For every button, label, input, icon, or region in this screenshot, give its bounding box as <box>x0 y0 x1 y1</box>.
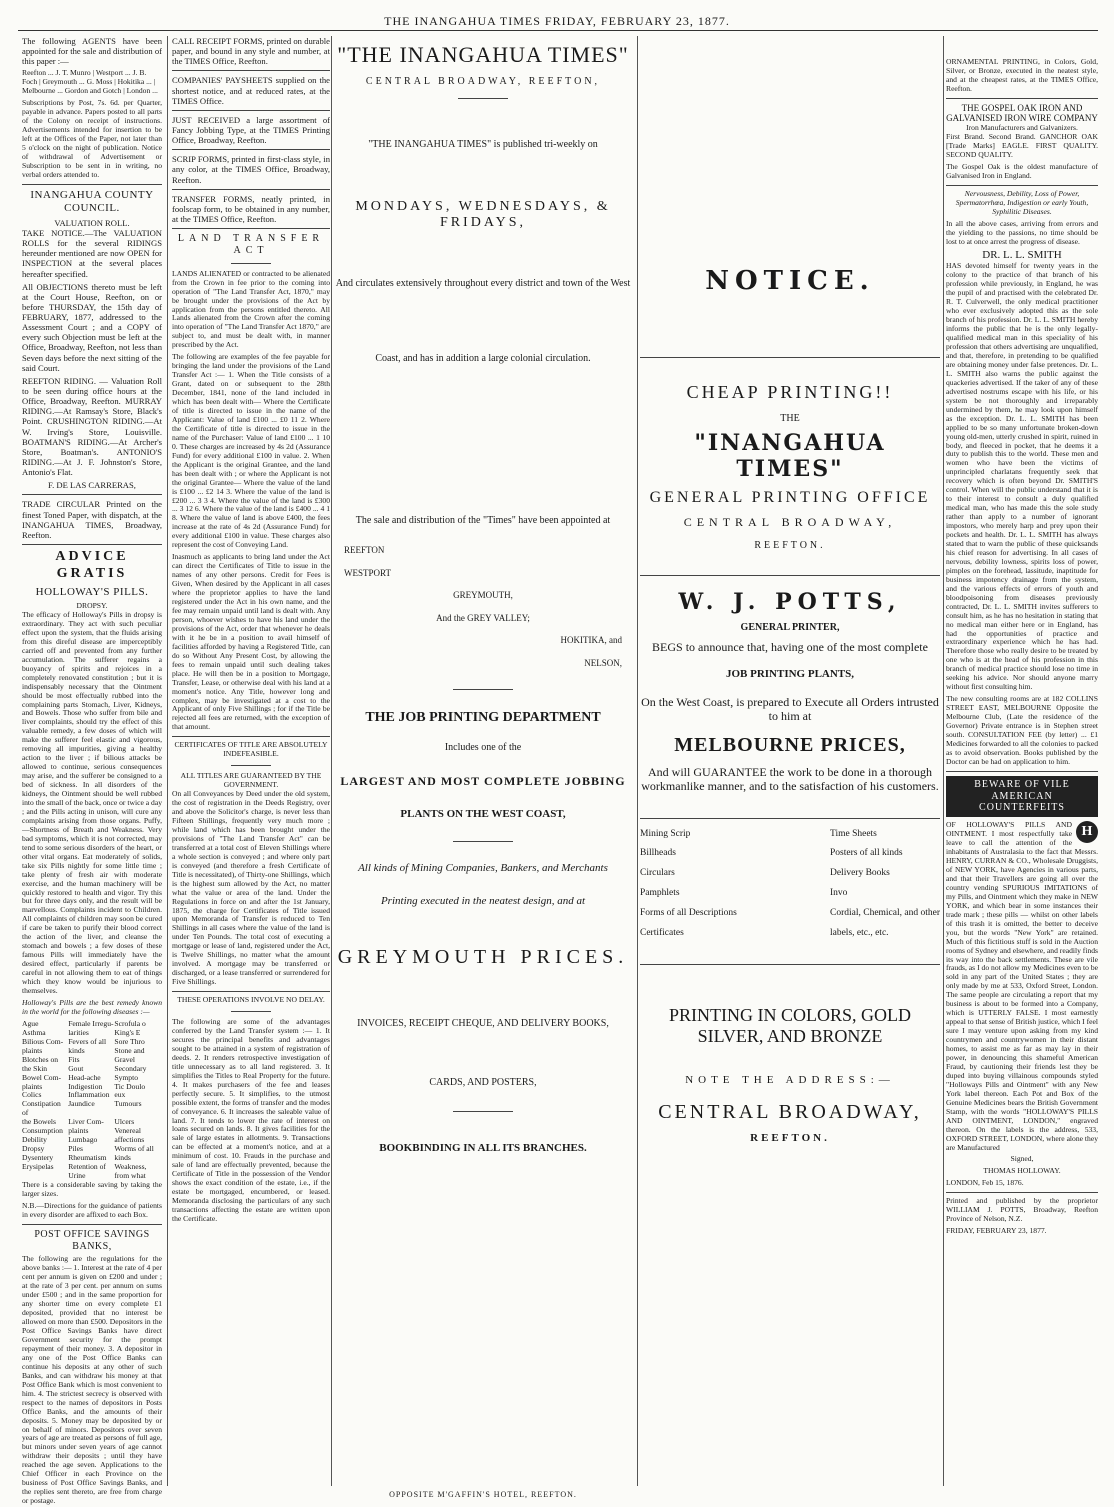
printing-services-list <box>640 825 940 945</box>
disease-item: Venereal <box>114 1126 141 1136</box>
diseases-list <box>22 1020 162 1181</box>
divider <box>172 736 330 737</box>
scrip-forms-ad: SCRIP FORMS, printed in first-class style, in any color, at the TIMES Office, Broadway, Reefton. <box>172 154 330 185</box>
towns-list <box>330 545 636 669</box>
divider <box>946 98 1098 99</box>
job-printing-plants: JOB PRINTING PLANTS, <box>725 668 855 681</box>
consulting-rooms: The new consulting rooms are at 182 COLLINS STREET EAST, MELBOURNE Opposite the Melbourne Club, (Late the residence of the Governor) Private entrance is in Stephen street south. CONSULTATION FEE (by letter) ... £1 Medicines forwarded to all the colonies to packed as to avoid observation. Books published by the Doctor can be had on application to him. <box>946 694 1098 766</box>
services-left <box>640 825 737 945</box>
disease-item: Lumbago <box>68 1135 98 1145</box>
note-address: NOTE THE ADDRESS:— <box>685 1073 895 1086</box>
colors-gold-text: PRINTING IN COLORS, GOLD SILVER, AND BRONZE <box>669 1005 911 1047</box>
signature: F. DE LAS CARRERAS, <box>48 480 136 491</box>
disease-item: King's E <box>114 1027 141 1037</box>
published-text: "THE INANGAHUA TIMES" is published tri-weekly on <box>368 138 598 150</box>
divider <box>640 964 940 965</box>
valuation-notice: TAKE NOTICE.—The VALUATION ROLLS for the several RIDINGS hereunder mentioned are now OPEN for INSPECTION at the several places hereafter specified. <box>22 227 162 279</box>
jobbing-type-ad: JUST RECEIVED a large assortment of Fancy Jobbing Type, at the TIMES Printing Office, Broadway, Reefton. <box>172 114 330 146</box>
column-5 <box>946 36 1098 1239</box>
signed-label: Signed, <box>1010 1154 1034 1164</box>
disease-item: larities <box>68 1027 89 1037</box>
column-4 <box>640 36 940 1145</box>
call-receipt-ad: CALL RECEIPT FORMS, printed on durable paper, and bound in any style and number, at the TIMES Office, Reefton. <box>172 36 330 67</box>
gospel-oak-sub: Iron Manufacturers and Galvanizers. <box>966 123 1078 133</box>
lands-alienated-text: LANDS ALIENATED or contracted to be alienated from the Crown in fee prior to the coming into operation of "The Land Transfer Act, 1870," may be brought under the provisions of the Act by application from the persons entitled thereto. All Lands alienated from the Crown after the coming into operation of "The Land Transfer Act 1870," are subject to, and must be dealt with, in manner prescribed by the Act. <box>172 268 330 350</box>
masthead: THE INANGAHUA TIMES FRIDAY, FEBRUARY 23, 1877. <box>384 14 730 28</box>
objections-text: All OBJECTIONS thereto must be left at the Court House, Reefton, on or before THURSDAY, the 15th day of FEBRUARY, 1877, addressed to the Assessment Court ; and a COPY of every such Objection must be left at the Office, Broadway, Reefton, not less than Seven days before the next sitting of the said Court. <box>22 281 162 373</box>
divider <box>946 771 1098 772</box>
disease-item: Fevers of all <box>68 1036 107 1046</box>
inangahua-times-ornate: "INANGAHUA TIMES" <box>694 429 886 482</box>
dr-smith-body: HAS devoted himself for twenty years in the colony to the practice of that branch of his profession while previously, in England, he was the pupil of and practised with the celebrated Dr. R. T. Culverwell, the only medical practitioner who ever exclusively adopted this as the sole branch of his profession. Dr. L. L. SMITH hereby informs the public that he is the only legally-qualified medical man in this speciality of his profession that others advertising are unqualified, and that, therefore, in pretending to be qualified are obtaining money under false pretences. Dr. L. L. SMITH also warns the public against the quackeries advertised. If the taker of any of these advertised nostrums escape with his life, or his system be not thoroughly and irreparably undermined by them, he may look upon himself as the exception. Dr. L. L. SMITH has been applied to be so many unfortunate broken-down young old-men, utterly crushed in spirit, ruined in body, and fleeced in pocket, that he deems it a duty to publish this to the world. These men and women who have been the victims of unprincipled charlatans frequently seek that recovery which is often beyond Dr. SMITH'S control. When will the public understand that it is to their interest to consult a duly qualified medical man, who has made this the sole study rather than apply to a number of ignorant impostors, who merely harp and prey upon their pockets and health. Dr. L. L. SMITH has always stated that to warn the public of these quicksands his chief reason for advertising. In all cases of nervous, debility lowness, spirits loss of power, pimples on the forehead, lassitude, inaptitude for business impotency drainage from the system, and the various effects of errors of youth and bloodpoisoning from diseases previously contracted, Dr. L. L. SMITH invites sufferers to consult him, as he has no hesitation in stating that no medical man either here or in England, has had the opportunities of practice and extraordinary experience which he has had. Therefore those who really desire to be treated by one who is at the head of his profession in this branch of medical practice should lose no time in seeking his advice. Nor should anyone marry without first consulting him. <box>946 261 1098 692</box>
disease-item: Urine <box>68 1171 86 1181</box>
agents-list: Reefton ... J. T. Munro | Westport ... J. B. Foch | Greymouth ... G. Moss | Hokitika ... | Melbourne ... Gordon and Gotch | London ... <box>22 68 158 96</box>
service-item: Pamphlets <box>640 888 680 899</box>
nb-note: N.B.—Directions for the guidance of patients in every disorder are affixed to each Box. <box>22 1200 162 1219</box>
divider <box>946 1192 1098 1193</box>
divider <box>172 110 330 111</box>
holloway-seal-icon: H <box>1076 821 1098 843</box>
no-delay-heading: THESE OPERATIONS INVOLVE NO DELAY. <box>177 995 325 1005</box>
divider <box>640 357 940 358</box>
land-transfer-heading: LAND TRANSFER ACT <box>177 233 325 256</box>
disease-item: Gout <box>68 1063 84 1073</box>
begs-text: BEGS to announce that, having one of the most complete <box>652 640 928 655</box>
disease-item: the Skin <box>22 1063 48 1073</box>
service-item: Posters of all kinds <box>829 848 903 859</box>
advantages-text: The following are some of the advantages conferred by the Land Transfer system :— 1. It secures the principal benefits and advantages sought to be attained in a system of registration of deeds. 2. It renders retrospective investigation of title unnecessary as to all land registered. 3. It simplifies the Titles to Real Property for the future. 4. It makes purchasers of the fee and leases perfectly secure. 5. It simplifies, to the utmost possible extent, the forms of transfer and the modes of conveyance. 6. It increases the saleable value of land. 7. It tends to lower the rate of interest on loans secured on lands. 8. It gives facilities for the sale of large estates in allotments. 9. Transactions can be effected at a moment's notice, and at a minimum of cost. 10. Frauds in the purchase and sale of land are effectually prevented, because the Certificate of Title in the possession of the Vendor shows the exact condition of the estate, i.e., if the estate be mortgaged, encumbered, or leased. Memoranda disclosing the particulars of any such transactions affecting the estate are written upon the Certificate. <box>172 1017 330 1224</box>
town-item: WESTPORT <box>344 567 391 578</box>
column-2 <box>172 36 330 1227</box>
circulation-text: And circulates extensively throughout every district and town of the West <box>335 277 631 289</box>
divider <box>453 689 513 690</box>
disease-item: Scrofula o <box>114 1018 146 1028</box>
service-item: Invo <box>829 888 848 899</box>
times-title: "THE INANGAHUA TIMES" <box>337 42 629 67</box>
short-rule <box>231 765 271 766</box>
best-remedy-text: Holloway's Pills are the best remedy known in the world for the following diseases :— <box>22 997 162 1016</box>
disease-item: Consumption <box>22 1126 63 1136</box>
paysheets-ad: COMPANIES' PAYSHEETS supplied on the shortest notice, and at reduced rates, at the TIMES Office. <box>172 75 330 106</box>
disease-item: kinds <box>68 1045 85 1055</box>
notice-heading: NOTICE. <box>705 266 875 296</box>
masthead-rule <box>18 30 1098 31</box>
disease-item: Weakness, <box>114 1162 147 1172</box>
disease-item: Worms of all <box>114 1144 154 1154</box>
includes-text: Includes one of the <box>444 742 522 754</box>
gospel-oldest: The Gospel Oak is the oldest manufacture of Galvanised Iron in England. <box>946 161 1098 180</box>
guarantee-text: And will GUARANTEE the work to be done in a thorough workmanlike manner, and to the satisfaction of his customers. <box>641 765 939 794</box>
service-item: Cordial, Chemical, and other <box>829 908 940 919</box>
potts-name: W. J. POTTS, <box>678 589 902 616</box>
service-item: Forms of all Descriptions <box>640 908 737 919</box>
reefton-footer: REEFTON. <box>750 1132 830 1145</box>
disease-item: Fits <box>68 1054 80 1064</box>
disease-item: Colics <box>22 1090 42 1100</box>
agents-intro: The following AGENTS have been appointed for the sale and distribution of this paper :— <box>22 36 162 67</box>
service-item: Mining Scrip <box>640 828 691 839</box>
town-item: NELSON, <box>584 658 622 669</box>
disease-item: Tumours <box>114 1099 142 1109</box>
general-printing-office: GENERAL PRINTING OFFICE <box>649 488 931 506</box>
holloway-name: THOMAS HOLLOWAY. <box>983 1166 1061 1176</box>
reefton-label: REEFTON. <box>754 539 826 551</box>
the-label: THE <box>780 412 800 424</box>
divider <box>640 575 940 576</box>
west-coast-orders: On the West Coast, is prepared to Execute all Orders intrusted to him at <box>641 695 939 724</box>
disease-item: Retention of <box>68 1162 106 1172</box>
town-item: REEFTON <box>344 544 385 555</box>
counterfeits-line: AMERICAN COUNTERFEITS <box>979 790 1065 814</box>
disease-item: Debility <box>22 1135 47 1145</box>
central-broadway-large: CENTRAL BROADWAY, <box>658 1100 922 1123</box>
divider <box>172 991 330 992</box>
trade-circular-ad: TRADE CIRCULAR Printed on the finest Toned Paper, with dispatch, at the INANGAHUA TIMES, Broadway, Reefton. <box>22 499 162 540</box>
holloway-date: LONDON, Feb 15, 1876. <box>946 1178 1024 1188</box>
disease-item: Rheumatism <box>68 1153 107 1163</box>
services-right <box>830 825 940 945</box>
coast-text: Coast, and has in addition a large colonial circulation. <box>375 353 591 365</box>
times-address: CENTRAL BROADWAY, REEFTON, <box>365 75 601 87</box>
disease-item: Gravel <box>114 1054 136 1064</box>
divider <box>22 1224 162 1225</box>
subscription-notice: Subscriptions by Post, 7s. 6d. per Quarter, payable in advance. Papers posted to all parts of the Colony on receipt of instructions. Advertisements intended for insertion to be left at the Offices of the Paper, not later than 5 o'clock on the night of publication. Notice of withdrawal of Advertisement or Subscription to be sent in in writing, no verbal orders attended to. <box>22 98 162 179</box>
column-1 <box>22 36 162 1509</box>
disease-item: affections <box>114 1135 145 1145</box>
bookbinding-text: BOOKBINDING IN ALL ITS BRANCHES. <box>379 1142 587 1155</box>
disease-item: Indigestion <box>68 1081 103 1091</box>
disease-item: Ulcers <box>114 1117 135 1127</box>
disease-item: Bowel Com- <box>22 1072 62 1082</box>
guaranteed-heading: ALL TITLES ARE GUARANTEED BY THE GOVERNMENT. <box>180 771 322 790</box>
fee-examples-text: The following are examples of the fee payable for bringing the land under the provisions of the Land Transfer Act :— 1. When the Title consists of a Grant, dated on or subsequent to the 28th December, 1841, none of the land included in which has been dealt with— Where the Certificate of title is directed to issue in the name of the Applicant: Value of land £100 ... £0 11 2. Where the Certificate of title is directed to issue in the name of the Purchaser: Value of land £100 ... 1 10 0. These charges are increased by 4s 2d (Assurance Fund) for every additional £100 in value. 2. When the Applicant is the original Grantee, and the land has been dealt with ; or where the Applicant is not the original Grantee— Where the value of the land is £100 ... £2 14 3. Where the value of the land is £200 ... 3 3 4. Where the value of the land is £300 ... 3 12 6. Where the value of the land is £400 ... 4 1 8. Where the value of land is above £400, the fees increase at the rate of 4s 2d (Assurance Fund) for every additional £100 in value. These charges also represent the cost of Conveying Land. <box>172 352 330 550</box>
service-item: Certificates <box>640 928 684 939</box>
divider <box>946 185 1098 186</box>
divider <box>172 70 330 71</box>
gospel-oak-heading: THE GOSPEL OAK IRON AND GALVANISED IRON WIRE COMPANY <box>946 102 1098 124</box>
general-printer: GENERAL PRINTER, <box>740 622 840 634</box>
divider <box>172 189 330 190</box>
sale-text: The sale and distribution of the "Times" have been appointed at <box>355 515 611 527</box>
beware-banner <box>946 776 1098 817</box>
service-item: Circulars <box>640 868 675 879</box>
disease-item: Sympto <box>114 1072 139 1082</box>
conveyance-text: On all Conveyances by Deed under the old system, the cost of registration in the Deeds Registry, over and above the Solicitor's charge, is never less than Fifteen Shillings, frequently very much more ; while land which has been brought under the provisions of "The Land Transfer Act" can be transferred at a total cost of Eleven Shillings where a whole section is conveyed ; and where only part is conveyed (and therefore a fresh Certificate of Title is necessitated), of Thirty-one Shillings, which is the highest sum allowed by the Act, no matter what the value or area of the land. Under the Regulations in force on and after the 1st January, 1875, the charge for Certificates of Title issued upon Memoranda of Transfer is reduced to Ten Shillings in all cases where the value of the land is under Ten Pounds. The total cost of executing a mortgage or lease of land, registered under the Act, is Twelve Shillings, no matter what the amount involved. A mortgage may be transferred or discharged, or a lease transferred or surrendered for Five Shillings. <box>172 789 330 987</box>
disease-item: eux <box>114 1090 126 1100</box>
divider <box>22 184 162 185</box>
melbourne-prices: MELBOURNE PRICES, <box>674 733 906 756</box>
disease-item: Blotches on <box>22 1054 59 1064</box>
divider <box>453 1111 513 1112</box>
ornamental-printing-ad: ORNAMENTAL PRINTING, in Colors, Gold, Silver, or Bronze, executed in the neatest style, and at the cheapest rates, at the TIMES Office, Reefton. <box>946 57 1098 93</box>
column-divider <box>167 36 168 1486</box>
imprint: Printed and published by the proprietor WILLIAM J. POTTS, Broadway, Reefton Province of Nelson, N.Z. <box>946 1196 1098 1224</box>
cards-posters-text: CARDS, AND POSTERS, <box>429 1077 537 1089</box>
disease-item: Secondary <box>114 1063 147 1073</box>
neatest-design-text: Printing executed in the neatest design, and at <box>380 895 586 908</box>
disease-item: kinds <box>114 1153 131 1163</box>
column-3 <box>330 36 636 1155</box>
disease-item: Piles <box>68 1144 83 1154</box>
short-rule <box>231 263 271 264</box>
disease-item: Tic Doulo <box>114 1081 146 1091</box>
imprint-date: FRIDAY, FEBRUARY 23, 1877. <box>946 1226 1047 1236</box>
divider <box>172 149 330 150</box>
disease-item: Constipation of <box>22 1099 61 1118</box>
service-item: Billheads <box>640 848 676 859</box>
column-divider <box>637 36 638 1486</box>
divider <box>172 228 330 229</box>
central-broadway: CENTRAL BROADWAY, <box>683 515 897 530</box>
nervousness-heading: Nervousness, Debility, Loss of Power, Spermatorrhœa, Indigestion or early Youth, Syphilitic Diseases. <box>955 188 1089 216</box>
greymouth-prices: GREYMOUTH PRICES. <box>337 946 629 968</box>
disease-item: Ague <box>22 1018 39 1028</box>
short-rule <box>231 1011 271 1012</box>
column-divider <box>943 36 944 1486</box>
divider <box>22 544 162 545</box>
divider <box>640 818 940 819</box>
cheap-printing: CHEAP PRINTING!! <box>686 381 894 402</box>
service-item: Time Sheets <box>829 828 877 839</box>
footer-address: OPPOSITE M'GAFFIN'S HOTEL, REEFTON. <box>389 1490 577 1499</box>
service-item: Delivery Books <box>829 868 890 879</box>
nervousness-text: In all the above cases, arriving from errors and the yielding to the passions, no time should be lost to at once arrest the progress of disease. <box>946 218 1098 246</box>
disease-item: Erysipelas <box>22 1162 54 1172</box>
largest-plants-text: LARGEST AND MOST COMPLETE JOBBING <box>340 773 626 788</box>
beware-line: BEWARE OF VILE <box>974 778 1070 790</box>
disease-item: plaints <box>22 1081 43 1091</box>
disease-item: Head-ache <box>68 1072 101 1082</box>
disease-item: from what <box>114 1171 146 1181</box>
disease-item: the Bowels <box>22 1117 56 1127</box>
short-rule <box>458 98 508 99</box>
disease-item: plaints <box>68 1126 89 1136</box>
disease-item: plaints <box>22 1045 43 1055</box>
disease-item: Sore Thro <box>114 1036 145 1046</box>
service-item: labels, etc., etc. <box>829 928 889 939</box>
west-coast-plants: PLANTS ON THE WEST COAST, <box>400 808 566 821</box>
disease-item: Female Irregu- <box>68 1018 114 1028</box>
post-office-heading: POST OFFICE SAVINGS BANKS, <box>34 1228 150 1252</box>
disease-item: Jaundice <box>68 1099 95 1109</box>
advice-gratis-heading: ADVICE GRATIS <box>55 549 129 581</box>
disease-item: Asthma <box>22 1027 46 1037</box>
disease-item: Dysentery <box>22 1153 54 1163</box>
gospel-brands: First Brand. Second Brand. GANCHOR OAK [Trade Marks] EAGLE. FIRST QUALITY. SECOND QUALITY. <box>946 131 1098 159</box>
holloway-warning: H OF HOLLOWAY'S PILLS AND OINTMENT. I most respectfully take leave to call the attention of the inhabitants of Australasia to the fact that Messrs. HENRY, CURRAN & CO., Wholesale Druggists, of NEW YORK, have Agencies in various parts, and that their Travellers are going all over the country vending SPURIOUS IMITATIONS of my Pills, and Ointment which they make in NEW YORK, and which bear in some instances their trade mark ; these pills — whilst on other labels of this trash it is omitted, the better to deceive you, but the words "New York" are retained. Much of this fictitious stuff is sold in the Auction rooms of Sydney and elsewhere, and readily finds its way into the back settlements. These are vile frauds, as I do not allow my Medicines even to be sold in any part of the United States ; they are only made by me at 533, Oxford Street, London. The same people are circulating a report that my business is about to be formed into a Company, which is UTTERLY FALSE. I most earnestly appeal to that sense of British justice, which I feel sure I may venture upon asking from my kind countrymen and countrywomen in their distant homes, to assist me as far as may lay in their power, in denouncing this shameful American Fraud, by cautioning their friends lest they be duped into buying villainous compounds styled "Holloways Pills and Ointment" with any New York label thereon. Each Pot and Box of the Genuine Medicines bears the British Government Stamp, with the words "HOLLOWAY'S PILLS AND OINTMENT, LONDON," engraved thereon. On the labels is the address, 533, OXFORD STREET, LONDON, where alone they are Manufactured <box>946 820 1098 1152</box>
town-item: HOKITIKA, and <box>560 635 622 646</box>
council-heading: INANGAHUA COUNTY COUNCIL. <box>30 188 154 214</box>
certificates-heading: CERTIFICATES OF TITLE ARE ABSOLUTELY INDEFEASIBLE. <box>174 740 328 759</box>
disease-item: Bilious Com- <box>22 1036 64 1046</box>
all-kinds-text: All kinds of Mining Companies, Bankers, and Merchants <box>358 862 608 875</box>
town-item: And the GREY VALLEY; <box>436 612 530 623</box>
valuation-heading: VALUATION ROLL. <box>54 217 130 228</box>
town-item: GREYMOUTH, <box>453 590 513 601</box>
credit-fees-text: Inasmuch as applicants to bring land under the Act can direct the Certificates of Title to issue in the names of any other persons. Credit for Fees is Given, When desired by the Applicant in all cases where the proprietor applies to have the land registered under the Act in his own name, and the fee may remain unpaid until land is dealt with. Any person, whoever wishes to have his land under the provisions of the Act, order that whenever he deals with it he be in a position to avail himself of facilities afforded by having a Registered Title, can do so Without Any Present Cost, by allowing the fees to remain unpaid until such dealing takes place. He will then be in a position to Mortgage, Transfer, Lease, or otherwise deal with his land at a moment's notice. Any Title, however long and complex, may be investigated at a cost to the Applicant of only Five Shillings ; for if the Title be rejected all fees are returned, with the exception of that amount. <box>172 552 330 732</box>
savings-regulations: The following are the regulations for the above banks :— 1. Interest at the rate of 4 per cent per annum is given on £200 and under ; at the rate of 3 per cent. per annum on sums under £500 ; and in the same proportion for any shorter time on every complete £1 deposited, provided that no interest be allowed on more than £500. Depositors in the Post Office Savings Banks have direct Government security for the prompt repayment of their money. 3. A depositor in any one of the Post Office Banks can continue his deposits at any other of such Banks, and can withdraw his money at that Post Office Bank which is most convenient to him. 4. The strictest secrecy is observed with respect to the names of depositors in Posts Office Banks, and the amounts of their deposits. 5. Money may be deposited by or on behalf of minors. Depositors over seven years of age are treated as persons of full age, but minors under seven years of age cannot withdraw their deposits ; until they have reached the age seven. Applications to the Chief Officer in each Province on the business of Post Office Savings Banks, and the replies sent thereto, are free from charge or postage. <box>22 1254 162 1506</box>
disease-item: Dropsy <box>22 1144 45 1154</box>
ridings-text: REEFTON RIDING. — Valuation Roll to be seen during office hours at the Office, Broadway, Reefton. MURRAY RIDING.—At Ramsay's Store, Black's Point. CRUSHINGTON RIDING.—At W. Irving's Store, Louisville. BOATMAN'S RIDING.—At Archer's Store, Boatman's. ANTONIO'S RIDING.—At J. F. Johnston's Store, Antonio's Flat. <box>22 375 162 478</box>
dropsy-heading: DROPSY. <box>76 601 108 611</box>
divider <box>453 841 513 842</box>
holloway-pills-heading: HOLLOWAY'S PILLS. <box>35 586 149 599</box>
divider <box>22 494 162 495</box>
disease-item: Liver Com- <box>68 1117 104 1127</box>
disease-item: Inflammation <box>68 1090 110 1100</box>
dr-smith-heading: DR. L. L. SMITH <box>982 249 1062 262</box>
transfer-forms-ad: TRANSFER FORMS, neatly printed, in foolscap form, to be obtained in any number, at the TIMES Office, Reefton. <box>172 193 330 224</box>
invoices-text: INVOICES, RECEIPT CHEQUE, AND DELIVERY BOOKS, <box>357 1017 609 1029</box>
disease-item: Stone and <box>114 1045 145 1055</box>
holloway-body: The efficacy of Holloway's Pills in dropsy is extraordinary. They act with such peculiar effect upon the system, that the fluids arising from this direful disease are imperceptibly carried off and prevented from any further accumulation. The sufferer regains a buoyancy of spirits and rejoices in a completely renovated constitution ; but it is indispensably necessary that the Ointment should be most effectually rubbed into the complaining parts Stomach, Liver, Kidneys, and Bowels. Those who suffer from bile and liver complaints, should try the effect of this valuable remedy, a few doses of which will make the sufferer feel elastic and vigorous, removing all impurities, giving a healthy action to the liver ; if bilious attacks be allowed to continue, serious consequences may arise, and the sufferer be consigned to a bed of sickness. In all disorders of the kidneys, the Ointment should be well rubbed into the small of the back, once or twice a day ; and the Pills acting in unison, will cure any complaints arising from those organs. Puffy,—Shortness of Breath and Weakness. Very bad symptoms, which it is not corrected, may tend to some serious disorders of the heart, or other vital organs. Eat moderately of solids, take six Pills nightly for some little time ; take plenty of fresh air with moderate exercise, and the human machinery will be quickly restored to health and vigor. Try this but for three days only, and the result will be marvellous. Complaints incident to Children. All complaints of children may soon be cured if care be taken to purify their blood correct the action of the liver, and cleanse the stomach and bowels ; a few doses of these famous Pills will immediately have the desired effect, particularly if parents be careful in not allowing them to eat of things which they know would be injurious to themselves. <box>22 609 162 995</box>
job-printing-heading: THE JOB PRINTING DEPARTMENT <box>365 709 601 725</box>
publication-days: MONDAYS, WEDNESDAYS, & FRIDAYS, <box>355 198 611 231</box>
saving-note: There is a considerable saving by taking the larger sizes. <box>22 1180 162 1198</box>
